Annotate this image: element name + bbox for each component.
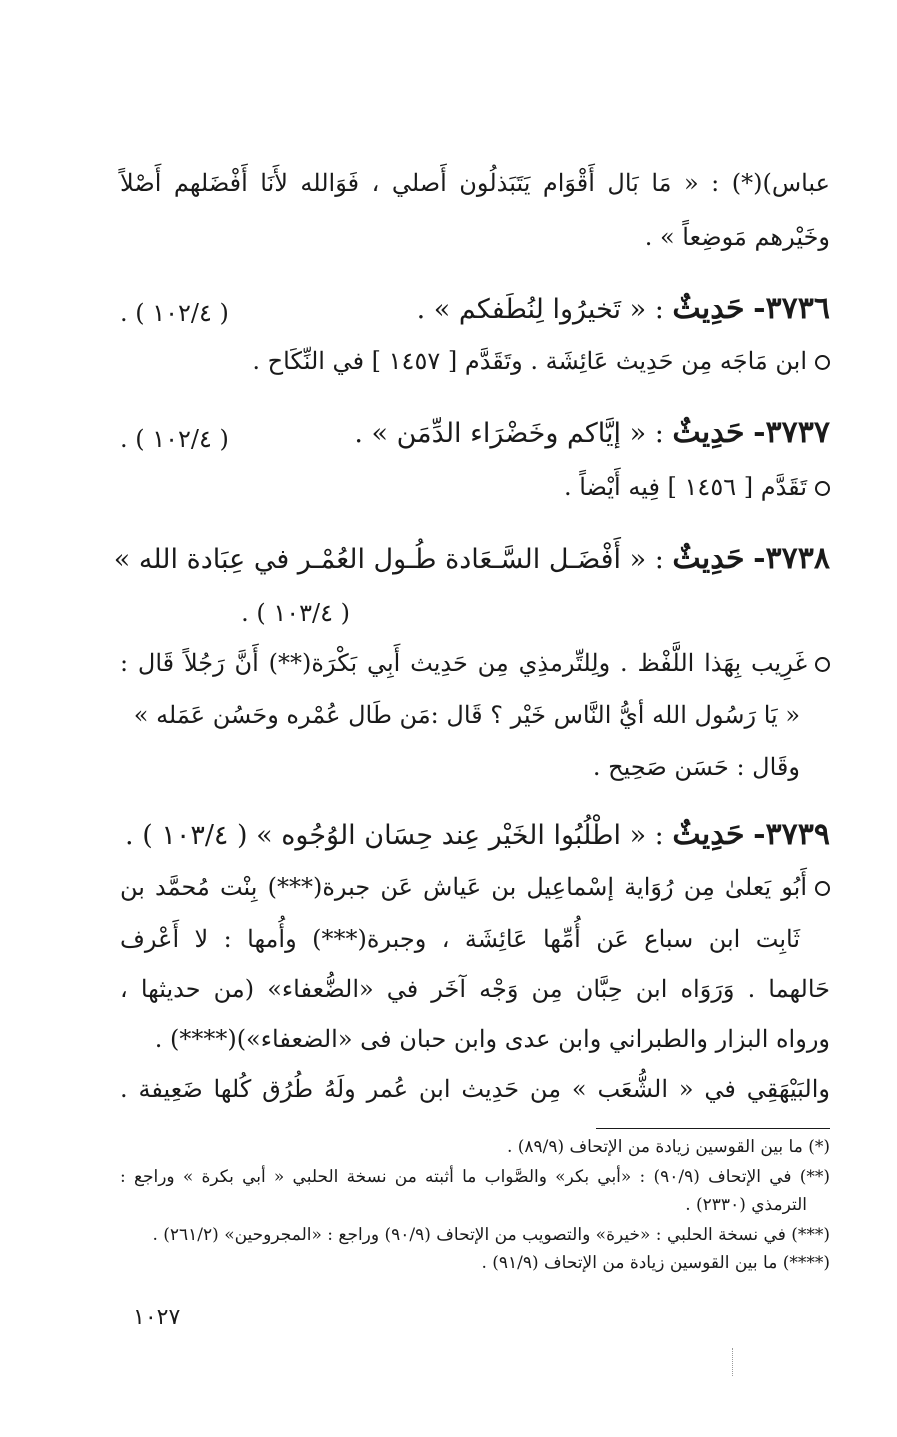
footnote-4: (****) ما بين القوسين زيادة من الإتحاف (٩١/٩) . xyxy=(481,1253,830,1273)
margin-mark xyxy=(732,1348,734,1376)
hadith-label: حَدِيثٌ xyxy=(672,291,745,326)
hadith-3739-note-1: أَبُو يَعلىٰ مِن رُوَاية إسْماعِيل بن عَياش عَن جبرة(***) بِنْت مُحمَّد بن xyxy=(120,872,830,902)
hadith-3736-note: ابن مَاجَه مِن حَدِيث عَائِشَة . وتَقَدَّم [ ١٤٥٧ ] في النِّكَاح . xyxy=(252,346,830,376)
footnote-3: (***) في نسخة الحلبي : «خيرة» والتصويب من الإتحاف (٩٠/٩) وراجع : «المجروحين» (٢٦١/٢) . xyxy=(152,1225,830,1245)
hadith-3737-heading xyxy=(354,415,830,450)
circle-bullet-icon xyxy=(815,881,830,896)
hadith-3736-heading xyxy=(416,291,830,326)
hadith-text: : « تَخيرُوا لِنُطَفكم » . xyxy=(416,294,664,325)
hadith-3739-note-3: حَالهما . وَرَوَاه ابن حِبَّان مِن وَجْه آخَر في «الضُّعفاء» (من حديثها ، xyxy=(120,975,830,1003)
hadith-3739-note-2: ثَابِت ابن سباع عَن أُمِّها عَائِشَة ، وجبرة(***) وأُمها : لا أَعْرف xyxy=(120,925,800,953)
hadith-3738-heading xyxy=(113,541,830,576)
intro-line-1: عباس)(*) : « مَا بَال أَقْوَام يَتَبَذلُون أَصلي ، فَوَالله لأَنَا أَفْضَلهم أَصْلاً xyxy=(120,169,830,197)
hadith-label: حَدِيثٌ xyxy=(672,541,745,576)
footnote-2: (**) في الإتحاف (٩٠/٩) : «أبي بكر» والصَّواب ما أثبته من نسخة الحلبي « أبي بكرة » وراجع : xyxy=(120,1167,830,1187)
footnote-1: (*) ما بين القوسين زيادة من الإتحاف (٨٩/٩) . xyxy=(506,1137,830,1157)
circle-bullet-icon xyxy=(815,481,830,496)
hadith-text: : « اطْلُبُوا الخَيْر عِند حِسَان الوُجُوه » ( ١٠٣/٤ ) . xyxy=(125,820,664,851)
hadith-text: : « أَفْضَـل السَّـعَادة طُـول العُمْـر في عِبَادة الله » xyxy=(113,544,664,575)
hadith-number: ٣٧٣٦- xyxy=(753,291,830,326)
hadith-3739-note-4: ورواه البزار والطبراني وابن عدى وابن حبان فى «الضعفاء»)(****) . xyxy=(154,1025,830,1053)
hadith-3737-note: تَقَدَّم [ ١٤٥٦ ] فِيه أَيْضاً . xyxy=(564,472,830,502)
hadith-label: حَدِيثٌ xyxy=(672,415,745,450)
hadith-3737-ref: ( ١٠٢/٤ ) . xyxy=(120,425,229,453)
hadith-number: ٣٧٣٨- xyxy=(753,541,830,576)
intro-line-2: وخَيْرهم مَوضِعاً » . xyxy=(644,223,830,251)
hadith-3739-note-5: والبَيْهَقِي في « الشُّعَب » مِن حَدِيث ابن عُمر ولَهُ طُرُق كُلها ضَعِيفة . xyxy=(120,1075,830,1103)
hadith-3738-note-1: غَرِيب بِهَذا اللَّفْظ . ولِلتِّرمذِي مِن حَدِيث أَبِي بَكْرَة(**) أَنَّ رَجُلاً قَال : xyxy=(120,648,830,678)
page-number: ١٠٢٧ xyxy=(133,1305,181,1330)
hadith-3738-ref: ( ١٠٣/٤ ) . xyxy=(241,599,350,627)
hadith-3738-note-3: وقَال : حَسَن صَحِيح . xyxy=(592,753,800,781)
hadith-number: ٣٧٣٩- xyxy=(753,817,830,852)
hadith-3736-ref: ( ١٠٢/٤ ) . xyxy=(120,299,229,327)
main-text xyxy=(113,0,830,1120)
footnote-separator xyxy=(596,1128,830,1129)
hadith-3738-note-2: « يَا رَسُول الله أيُّ النَّاس خَيْر ؟ قَال :مَن طَال عُمْره وحَسُن عَمَله » xyxy=(133,701,800,729)
hadith-label: حَدِيثٌ xyxy=(672,817,745,852)
hadith-number: ٣٧٣٧- xyxy=(753,415,830,450)
footnote-2-continued: الترمذي (٢٣٣٠) . xyxy=(685,1195,807,1215)
circle-bullet-icon xyxy=(815,355,830,370)
hadith-3739-heading xyxy=(125,817,830,852)
circle-bullet-icon xyxy=(815,657,830,672)
hadith-text: : « إيَّاكم وخَضْرَاء الدِّمَن » . xyxy=(354,418,664,449)
